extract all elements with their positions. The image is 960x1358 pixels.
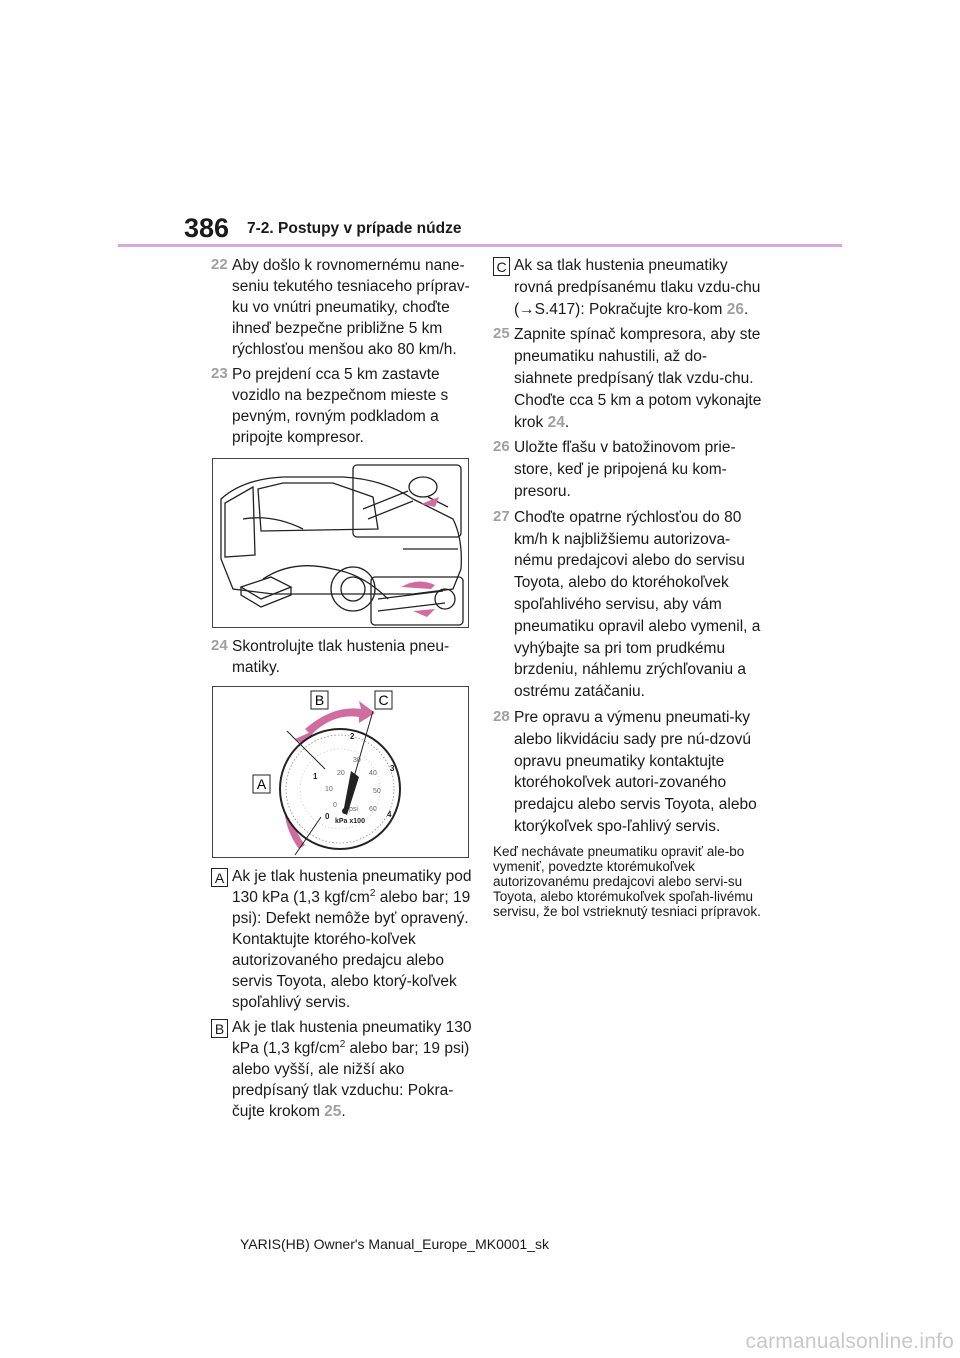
step-text: Choďte opatrne rýchlosťou do 80 km/h k najbližšiemu autorizova-nému predajcovi alebo do servisu Toyota, alebo do ktoréhokoľvek spoľahlivého servisu, aby vám pneumatiku opravil alebo vymenil, a vyhýbajte sa pri tom prudkému brzdeniu, náhlemu zrýchľovaniu a ostrému zatáčaniu. — [514, 508, 761, 701]
scale-psi-0: 0 — [333, 802, 337, 809]
step-text: Zapnite spínač kompresora, aby ste pneumatiku nahustili, až do-siahnete predpísaný tlak vzdu-chu. Choďte cca 5 km a potom vykonajte krok 24. — [514, 326, 762, 431]
footer-manual-id: YARIS(HB) Owner's Manual_Europe_MK0001_sk — [240, 1236, 549, 1252]
step-reference: 25 — [324, 1103, 342, 1120]
step-text: Aby došlo k rovnomernému nane-seniu tekutého tesniaceho príprav-ku vo vnútri pneumatiky, choďte ihneď bezpečne približne 5 km rýchlosťou menšou ako 80 km/h. — [232, 257, 470, 358]
scale-bar-3: 3 — [390, 764, 395, 773]
step-23 — [211, 364, 473, 448]
left-column — [211, 255, 473, 1126]
item-b — [211, 1017, 473, 1122]
step-number: 28 — [493, 707, 510, 725]
item-text: Ak je tlak hustenia pneumatiky 130 kPa (1,3 kgf/$cm^2$ alebo bar; 19 psi) alebo vyšší, ale nižší ako predpísaný tlak vzduchu: Pokra-čujte krokom 25. — [232, 1019, 472, 1120]
scale-psi-60: 60 — [369, 806, 377, 813]
pressure-gauge-drawing — [213, 687, 468, 857]
step-24 — [211, 636, 473, 678]
step-text: Uložte fľašu v batožinovom prie-store, keď je pripojená ku kom-presoru. — [514, 439, 736, 500]
scale-bar-0: 0 — [325, 812, 330, 821]
page-number: 386 — [184, 213, 230, 243]
scale-bar-2: 2 — [350, 732, 355, 741]
item-text: Ak je tlak hustenia pneumatiky pod 130 kPa (1,3 kgf/$cm^2$ alebo bar; 19 psi): Defekt nemôže byť opravený. Kontaktujte ktorého-koľvek autorizovaného predajcu alebo servis Toyota, alebo ktorý-koľvek spoľahlivý servis. — [232, 868, 472, 1011]
step-27 — [493, 507, 763, 703]
step-text: Pre opravu a výmenu pneumati-ky alebo likvidáciu sady pre nú-dzovú opravu pneumatiky kontaktujte ktoréhokoľvek autori-zovaného predajcu alebo servis Toyota, alebo ktorýkoľvek spo-ľahlivý servis. — [514, 708, 757, 835]
label-c: C — [378, 692, 389, 708]
step-reference: 26 — [726, 300, 745, 318]
item-text: Ak sa tlak hustenia pneumatiky rovná predpísanému tlaku vzdu-chu (→S.417): Pokračujte kro-kom 26. — [514, 257, 761, 318]
step-number: 26 — [493, 438, 510, 456]
scale-bar-4: 4 — [387, 810, 392, 819]
scale-psi-10: 10 — [325, 786, 333, 793]
pressure-gauge-illustration — [212, 686, 469, 858]
step-reference: 24 — [547, 413, 565, 431]
note-text: Keď nechávate pneumatiku opraviť ale-bo vymeniť, povedzte ktorémukoľvek autorizovanému predajcovi alebo servi-su Toyota, alebo ktorémukoľvek spoľah-livému servisu, že bol vstrieknutý tesniaci prípravok. — [493, 843, 761, 919]
watermark: carmanualsonline.info — [745, 1330, 954, 1353]
step-text: Skontrolujte tlak hustenia pneu-matiky. — [232, 638, 450, 676]
item-a — [211, 866, 473, 1013]
step-22 — [211, 255, 473, 360]
unit-psi: psi — [349, 806, 358, 813]
step-28 — [493, 707, 763, 838]
label-a: A — [256, 776, 267, 792]
header-divider — [118, 244, 842, 247]
step-26 — [493, 437, 763, 502]
item-letter: B — [211, 1019, 228, 1038]
step-number: 25 — [493, 325, 510, 343]
item-letter: C — [493, 257, 510, 276]
item-letter: A — [211, 868, 228, 887]
step-number: 27 — [493, 507, 510, 525]
step-number: 24 — [211, 637, 228, 654]
label-b: B — [314, 692, 325, 708]
right-column — [493, 255, 763, 919]
scale-psi-30: 30 — [353, 757, 361, 764]
section-title: 7-2. Postupy v prípade núdze — [247, 220, 462, 237]
step-number: 23 — [211, 365, 228, 382]
step-25 — [493, 324, 763, 433]
scale-psi-40: 40 — [369, 770, 377, 777]
scale-psi-50: 50 — [373, 788, 381, 795]
scale-psi-20: 20 — [337, 770, 345, 777]
scale-bar-1: 1 — [313, 772, 318, 781]
compressor-connection-illustration — [212, 458, 469, 628]
step-number: 22 — [211, 256, 228, 273]
gauge-dial — [280, 729, 400, 849]
car-compressor-drawing — [213, 459, 468, 627]
unit-kpa: kPa x100 — [335, 818, 365, 825]
item-c — [493, 255, 763, 320]
step-text: Po prejdení cca 5 km zastavte vozidlo na bezpečnom mieste s pevným, rovným podkladom a pripojte kompresor. — [232, 366, 449, 446]
